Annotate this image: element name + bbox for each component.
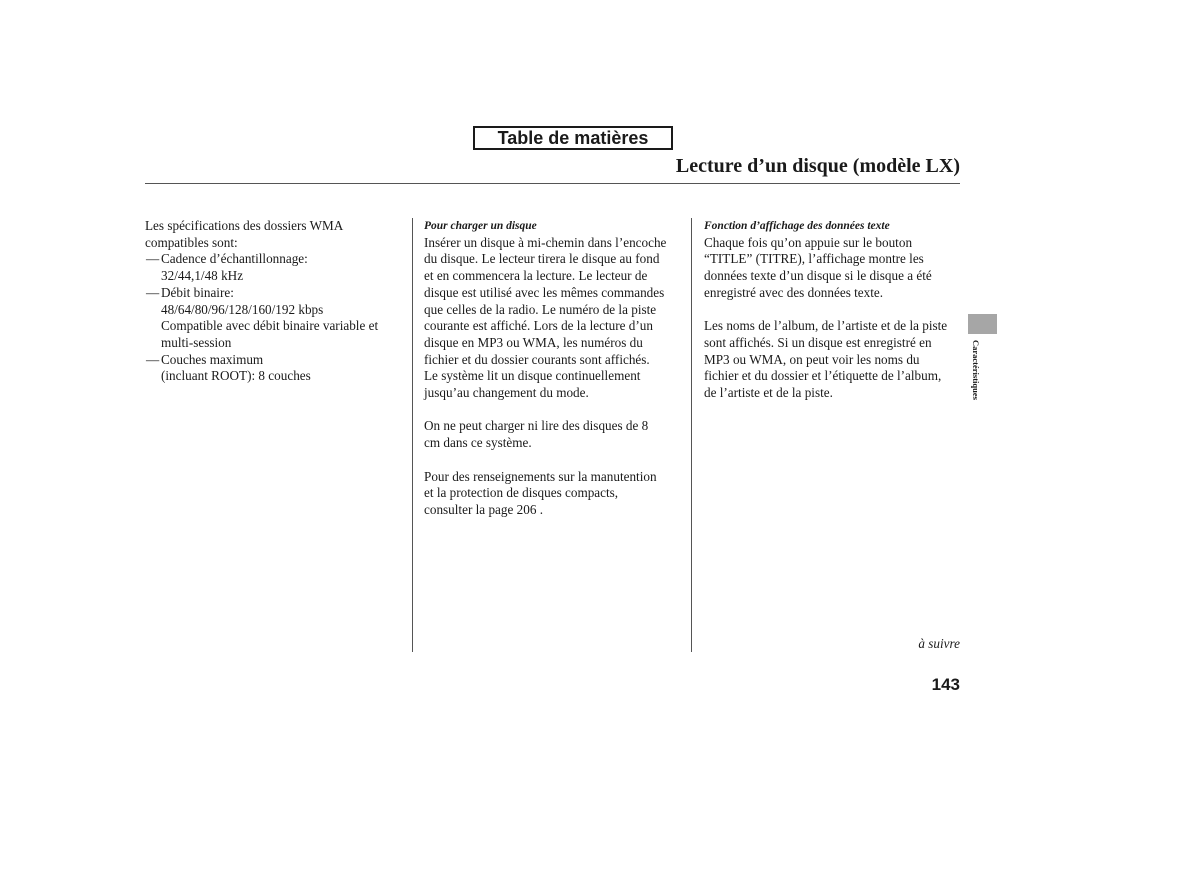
column-text-display	[704, 218, 964, 402]
header-rule	[145, 183, 960, 184]
paragraph-line: disque en MP3 ou WMA, les numéros du	[424, 334, 643, 350]
paragraph-line: fichier et du dossier et l’étiquette de l’album,	[704, 368, 942, 384]
spec-item-sampling-rate	[145, 251, 407, 284]
paragraph-line: Le système lit un disque continuellement	[424, 368, 641, 384]
paragraph-line: Pour des renseignements sur la manutention	[424, 468, 657, 484]
page-title: Lecture d’un disque (modèle LX)	[675, 155, 960, 177]
intro-line: compatibles sont:	[145, 234, 238, 250]
paragraph-line: MP3 ou WMA, on peut voir les noms du	[704, 351, 920, 367]
spec-line: (incluant ROOT): 8 couches	[161, 368, 311, 384]
column-wma-specs	[145, 218, 407, 385]
spec-line: 32/44,1/48 kHz	[161, 268, 244, 284]
spec-line: Couches maximum	[161, 351, 264, 367]
spec-line: Cadence d’échantillonnage:	[161, 251, 308, 267]
paragraph-line: et en commencera la lecture. Le lecteur de	[424, 268, 648, 284]
column-loading-disc	[424, 218, 686, 519]
spec-line: multi-session	[161, 334, 232, 350]
subheading-text-display: Fonction d’affichage des données texte	[704, 220, 890, 232]
section-tab-label: Caractéristiques	[971, 340, 981, 400]
paragraph-line: données texte d’un disque si le disque a été	[704, 268, 932, 284]
dash-bullet-icon: —	[146, 351, 160, 367]
paragraph-line: enregistré avec des données texte.	[704, 284, 884, 300]
column-divider-left	[412, 218, 413, 652]
paragraph-line: “TITLE” (TITRE), l’affichage montre les	[704, 251, 924, 267]
paragraph-line: Insérer un disque à mi-chemin dans l’encoche	[424, 234, 667, 250]
spec-line: Débit binaire:	[161, 284, 234, 300]
paragraph-line: et la protection de disques compacts,	[424, 485, 619, 501]
spec-line: Compatible avec débit binaire variable et	[161, 318, 379, 334]
paragraph-line: Les noms de l’album, de l’artiste et de la piste	[704, 318, 948, 334]
continued-note: à suivre	[918, 636, 960, 651]
spec-item-max-layers	[145, 352, 407, 385]
subheading-loading-disc: Pour charger un disque	[424, 220, 537, 232]
paragraph-line: Chaque fois qu’on appuie sur le bouton	[704, 234, 913, 250]
intro-line: Les spécifications des dossiers WMA	[145, 218, 344, 233]
paragraph-line: jusqu’au changement du mode.	[424, 385, 589, 401]
column-divider-right	[691, 218, 692, 652]
paragraph-line: On ne peut charger ni lire des disques de 8	[424, 418, 649, 434]
spec-line: 48/64/80/96/128/160/192 kbps	[161, 301, 324, 317]
section-tab-marker[interactable]	[968, 314, 997, 334]
paragraph-line: sont affichés. Si un disque est enregistré en	[704, 334, 932, 350]
paragraph-line: fichier et du dossier courants sont affichés.	[424, 351, 650, 367]
paragraph-line: du disque. Le lecteur tirera le disque au fond	[424, 251, 660, 267]
paragraph-line: courante est affiché. Lors de la lecture d’un	[424, 318, 653, 334]
page-reference-link[interactable]: consulter la page 206 .	[424, 501, 544, 517]
paragraph-line: cm dans ce système.	[424, 435, 532, 451]
page-number: 143	[931, 675, 960, 694]
table-of-contents-button[interactable]: Table de matières	[473, 126, 673, 150]
dash-bullet-icon: —	[146, 251, 160, 267]
paragraph-line: de l’artiste et de la piste.	[704, 385, 833, 401]
paragraph-line: que celles de la radio. Le numéro de la piste	[424, 301, 657, 317]
spec-item-bitrate	[145, 285, 407, 352]
dash-bullet-icon: —	[146, 284, 160, 300]
paragraph-line: disque est utilisé avec les mêmes commandes	[424, 284, 665, 300]
